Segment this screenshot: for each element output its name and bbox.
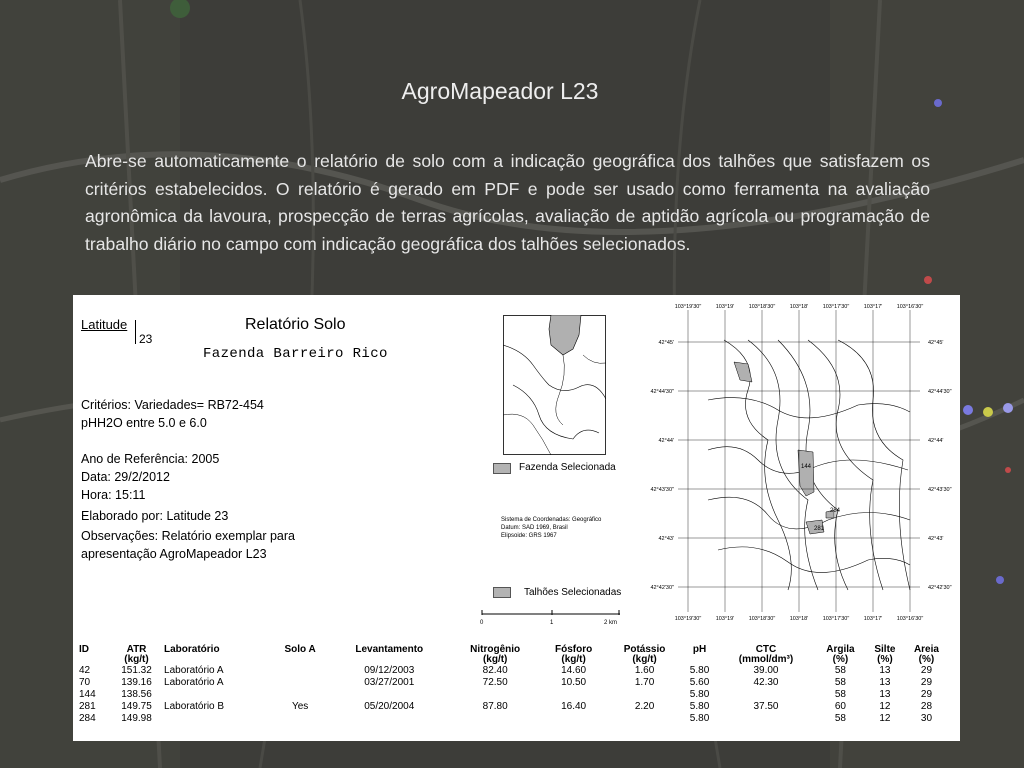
table-cell <box>450 689 540 701</box>
longitude-label-bottom: 103°17'30" <box>822 616 850 622</box>
table-cell: 39.00 <box>753 665 779 676</box>
table-cell <box>328 713 450 725</box>
table-cell <box>328 689 450 701</box>
map-plot-label-144: 144 <box>801 464 812 470</box>
plots-map-image <box>638 300 960 625</box>
table-cell <box>272 689 328 701</box>
table-cell: 10.50 <box>561 677 587 688</box>
map-plot-label-281: 281 <box>814 526 825 532</box>
longitude-label-top: 103°19' <box>715 304 735 310</box>
column-header: Fósforo (kg/t) <box>554 644 593 665</box>
longitude-label-bottom: 103°19' <box>715 616 735 622</box>
soil-data-table <box>79 645 949 725</box>
table-row <box>79 689 949 701</box>
farm-legend-label: Fazenda Selecionada <box>519 462 616 473</box>
table-cell: 149.75 <box>121 701 152 712</box>
coordinate-system: Sistema de Coordenadas: Geográfico <box>501 517 602 523</box>
table-cell: 151.32 <box>121 665 152 676</box>
table-cell: 30 <box>920 713 933 724</box>
table-cell: 5.80 <box>689 713 710 724</box>
table-cell: 1.70 <box>634 677 655 688</box>
table-cell: 284 <box>79 713 96 724</box>
latitude-label-right: 42°44' <box>928 438 944 444</box>
slide-title: AgroMapeador L23 <box>401 78 599 104</box>
column-header: CTC (mmol/dm³) <box>738 644 794 665</box>
table-body <box>79 665 949 725</box>
table-cell: 70 <box>79 677 91 688</box>
table-cell <box>717 689 815 701</box>
observations-line-1: Observações: Relatório exemplar para <box>81 529 295 543</box>
table-cell: 5.80 <box>689 701 710 712</box>
table-cell: 58 <box>834 665 846 676</box>
longitude-label-bottom: 103°19'30" <box>674 616 702 622</box>
latitude-label-right: 42°42'30" <box>928 585 952 591</box>
longitude-label-top: 103°18'30" <box>748 304 776 310</box>
table-cell: 138.56 <box>121 689 152 700</box>
slide-description: Abre-se automaticamente o relatório de solo com a indicação geográfica dos talhões que satisfazem os critérios estabelecidos. O relatório é gerado em PDF e pode ser usado como ferramenta na avaliação agronômica da lavoura, prospecção de terras agrícolas, avaliação de aptidão agrícola ou programação de trabalho diário no campo com indicação geográfica dos talhões selecionados. <box>85 151 930 254</box>
plots-legend-swatch <box>493 587 511 598</box>
column-header: Laboratório <box>164 644 220 655</box>
report-time: Hora: 15:11 <box>81 488 146 502</box>
coordinate-system-info <box>501 516 601 540</box>
table-cell: 42 <box>79 665 91 676</box>
table-cell: 12 <box>879 713 891 724</box>
observations-line-2: apresentação AgroMapeador L23 <box>81 547 267 561</box>
column-header: ATR (kg/t) <box>124 644 149 665</box>
scale-bar <box>480 606 620 636</box>
longitude-label-top: 103°17' <box>863 304 883 310</box>
criteria-line-1: Critérios: Variedades= RB72-454 <box>81 398 264 412</box>
table-cell: 13 <box>879 665 891 676</box>
longitude-label-top: 103°17'30" <box>822 304 850 310</box>
column-header: Argila (%) <box>826 644 855 665</box>
column-header: Silte (%) <box>874 644 896 665</box>
table-cell: 58 <box>834 713 846 724</box>
table-cell: 58 <box>834 677 846 688</box>
table-cell: 5.60 <box>689 677 710 688</box>
latitude-label-left: 42°42'30" <box>650 585 674 591</box>
table-cell: 60 <box>834 701 846 712</box>
report-title: Relatório Solo <box>245 316 346 333</box>
table-cell: 42.30 <box>753 677 779 688</box>
table-cell: 05/20/2004 <box>364 701 415 712</box>
latitude-label-left: 42°44' <box>658 438 674 444</box>
table-cell: 72.50 <box>482 677 508 688</box>
table-cell: 149.98 <box>121 713 152 724</box>
table-row <box>79 677 949 689</box>
latitude-label-left: 42°43' <box>658 536 674 542</box>
table-cell <box>272 677 328 689</box>
table-cell <box>272 713 328 725</box>
logo-text-23: 23 <box>139 332 153 346</box>
criteria-line-2: pHH2O entre 5.0 e 6.0 <box>81 416 207 430</box>
column-header: Nitrogênio (kg/t) <box>470 644 521 665</box>
plots-legend-label: Talhões Selecionadas <box>524 587 622 598</box>
table-cell <box>450 713 540 725</box>
table-cell: 281 <box>79 701 96 712</box>
table-cell: 58 <box>834 689 846 700</box>
table-cell: Laboratório A <box>164 677 224 688</box>
table-cell: 03/27/2001 <box>364 677 415 688</box>
soil-report-document <box>73 295 960 741</box>
table-cell: 139.16 <box>121 677 152 688</box>
scale-label-1: 1 <box>550 620 554 626</box>
latitude-label-right: 42°45' <box>928 340 944 346</box>
column-header: pH <box>692 644 707 655</box>
table-cell: 12 <box>879 701 891 712</box>
table-cell: Laboratório B <box>164 701 225 712</box>
farm-legend-swatch <box>493 463 511 474</box>
column-header: Potássio (kg/t) <box>623 644 666 665</box>
longitude-label-top: 103°19'30" <box>674 304 702 310</box>
table-cell: 1.60 <box>634 665 655 676</box>
longitude-label-bottom: 103°18'30" <box>748 616 776 622</box>
prepared-by: Elaborado por: Latitude 23 <box>81 509 229 523</box>
table-cell <box>164 689 272 701</box>
table-row <box>79 701 949 713</box>
latitude-label-right: 42°43'30" <box>928 487 952 493</box>
latitude-label-left: 42°45' <box>658 340 674 346</box>
table-cell <box>540 689 607 701</box>
table-cell: Yes <box>291 701 309 712</box>
table-row <box>79 713 949 725</box>
table-cell: 82.40 <box>482 665 508 676</box>
table-cell: 37.50 <box>753 701 779 712</box>
table-cell <box>164 713 272 725</box>
table-cell <box>272 665 328 677</box>
longitude-label-bottom: 103°16'30" <box>896 616 924 622</box>
column-header: Areia (%) <box>913 644 939 665</box>
table-cell: 5.80 <box>689 665 710 676</box>
table-cell: 2.20 <box>634 701 655 712</box>
report-date: Data: 29/2/2012 <box>81 470 170 484</box>
farm-name: Fazenda Barreiro Rico <box>203 346 388 362</box>
table-cell <box>607 713 682 725</box>
map-plot-label-284: 284 <box>830 508 841 514</box>
table-cell <box>540 713 607 725</box>
table-cell: 29 <box>920 689 933 700</box>
table-cell: 5.80 <box>689 689 710 700</box>
longitude-label-bottom: 103°17' <box>863 616 883 622</box>
latitude-label-left: 42°44'30" <box>650 389 674 395</box>
table-cell: 29 <box>920 677 933 688</box>
table-cell: 29 <box>920 665 933 676</box>
longitude-label-top: 103°16'30" <box>896 304 924 310</box>
column-header: Solo A <box>284 644 316 655</box>
datum: Datum: SAD 1969, Brasil <box>501 525 568 531</box>
table-cell <box>717 713 815 725</box>
logo-text-latitude: Latitude <box>81 317 128 332</box>
location-map-image <box>503 315 606 455</box>
latitude-label-left: 42°43'30" <box>650 487 674 493</box>
table-cell: 144 <box>79 689 96 700</box>
scale-label-0: 0 <box>480 620 484 626</box>
table-cell: 14.60 <box>561 665 587 676</box>
table-cell: 16.40 <box>561 701 587 712</box>
latitude-label-right: 42°43' <box>928 536 944 542</box>
table-cell: 13 <box>879 677 891 688</box>
ellipsoid: Elipsoide: GRS 1967 <box>501 533 557 539</box>
table-cell: 87.80 <box>482 701 508 712</box>
table-cell: 13 <box>879 689 891 700</box>
table-cell <box>607 689 682 701</box>
reference-year: Ano de Referência: 2005 <box>81 452 220 466</box>
column-header: ID <box>79 644 89 655</box>
table-header-row <box>79 645 949 665</box>
table-row <box>79 665 949 677</box>
table-cell: Laboratório A <box>164 665 224 676</box>
latitude-label-right: 42°44'30" <box>928 389 952 395</box>
table-cell: 28 <box>920 701 933 712</box>
column-header: Levantamento <box>355 644 424 655</box>
longitude-label-bottom: 103°18' <box>789 616 809 622</box>
scale-label-2: 2 km <box>604 620 618 626</box>
table-cell: 09/12/2003 <box>364 665 415 676</box>
longitude-label-top: 103°18' <box>789 304 809 310</box>
